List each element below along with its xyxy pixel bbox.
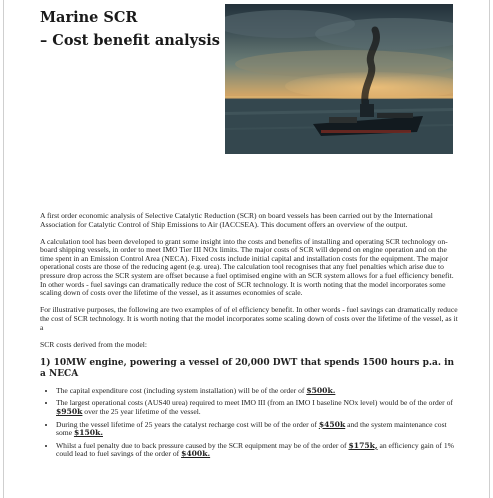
- cost-bullet-list: [40, 387, 458, 459]
- illustrative-paragraph: For illustrative purposes, the following are two examples of of el efficiency benefit. In other words - fuel savings can dramatically reduce the cost of SCR technology. It is worth noting that the model incorporates some scaling down of costs over the lifetime of the vessel, as it a: [40, 305, 458, 332]
- bullet-catalyst: [56, 421, 458, 438]
- bullet-text-after: over the 25 year lifetime of the vessel.: [82, 406, 201, 416]
- bullet-amount: $950k: [56, 406, 83, 416]
- bullet-text: The largest operational costs (AUS40 urea) required to meet IMO III (from an IMO I baseline NOx level) would be of the order of: [56, 398, 453, 408]
- intro-paragraph: A first order economic analysis of Selective Catalytic Reduction (SCR) on board vessels has been carried out by the International Association for Catalytic Control of Ship Emissions to Air (IACCSEA). This document offers an overview of the output.: [40, 211, 433, 229]
- bullet-text-after: and the system maintenance cost some: [56, 419, 447, 438]
- bullet-amount: $175k,: [348, 440, 378, 450]
- bullet-text: Whilst a fuel penalty due to back pressure caused by the SCR equipment may be of the order of: [56, 440, 349, 450]
- document-title: [40, 6, 220, 52]
- calculation-tool-paragraph: A calculation tool has been developed to grant some insight into the costs and benefits of installing and operating SCR technology on-board shipping vessels, in order to meet IMO Tier III NOx limits. The major costs of SCR will depend on engine operation and on the time spent in an Emission Control Area (NECA). Fixed costs include initial capital and installation costs for the equipment. The major operational costs are those of the reducing agent (e.g. urea). The calculation tool recognises that any fuel penalties which arise due to pressure drop across the SCR system are offset because a fuel optimised engine with an SCR system allows for a fuel efficiency benefit. In other words - fuel savings can dramatically reduce the cost of SCR technology. It is worth noting that the model incorporates some scaling down of costs over the lifetime of the vessel, as it assumes economies of scale.: [40, 236, 454, 298]
- bullet-opex: [56, 399, 458, 416]
- bullet-amount: $500k.: [306, 385, 336, 395]
- title-line-2: – Cost benefit analysis: [40, 32, 220, 49]
- bullet-amount-2: $400k.: [181, 449, 211, 459]
- document-body: [40, 212, 458, 463]
- bullet-text: During the vessel lifetime of 25 years the catalyst recharge cost will be of the order of: [56, 419, 319, 429]
- bullet-fuel: [56, 442, 458, 459]
- bullet-text-after: an efficiency gain of 1% could lead to fuel savings of the order of: [56, 440, 454, 459]
- bullet-amount: $450k: [318, 419, 346, 429]
- ship-photo: [225, 4, 453, 154]
- example-heading: 1) 10MW engine, powering a vessel of 20,000 DWT that spends 1500 hours p.a. in a NECA: [40, 357, 455, 379]
- bullet-amount-2: $150k.: [73, 428, 103, 438]
- ship-illustration: [225, 4, 453, 154]
- bullet-text: The capital expenditure cost (including system installation) will be of the order of: [56, 385, 307, 395]
- bullet-capex: [56, 387, 458, 396]
- costs-intro-paragraph: SCR costs derived from the model:: [40, 339, 147, 349]
- title-line-1: Marine SCR: [40, 9, 138, 26]
